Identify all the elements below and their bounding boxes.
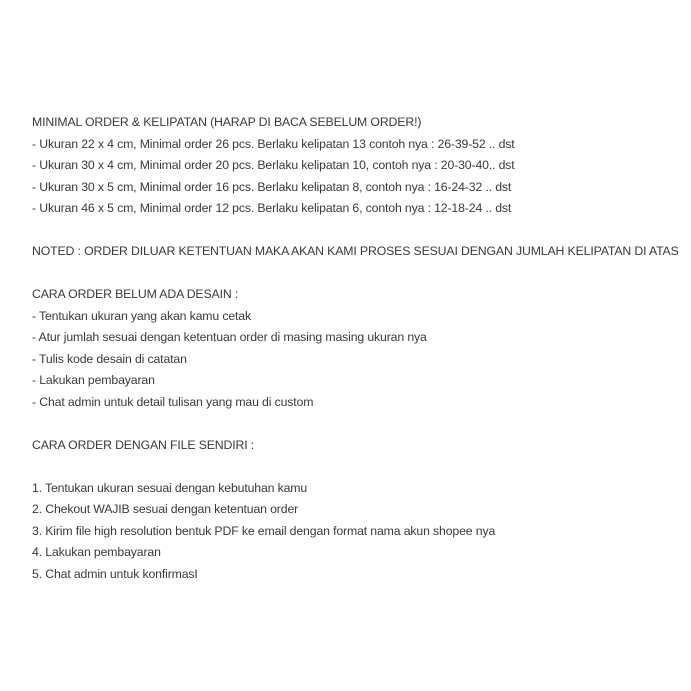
section-title-no-design: CARA ORDER BELUM ADA DESAIN : bbox=[32, 287, 239, 301]
list-item: - Atur jumlah sesuai dengan ketentuan order di masing masing ukuran nya bbox=[32, 330, 427, 344]
document-body bbox=[32, 112, 682, 585]
list-item: - Ukuran 30 x 4 cm, Minimal order 20 pcs. Berlaku kelipatan 10, contoh nya : 20-30-40.. dst bbox=[32, 158, 515, 172]
list-item: - Lakukan pembayaran bbox=[32, 373, 155, 387]
noted-text: NOTED : ORDER DILUAR KETENTUAN MAKA AKAN KAMI PROSES SESUAI DENGAN JUMLAH KELIPATAN DI ATAS bbox=[32, 244, 679, 258]
list-item: - Tentukan ukuran yang akan kamu cetak bbox=[32, 308, 251, 323]
section-title-own-file: CARA ORDER DENGAN FILE SENDIRI : bbox=[32, 437, 255, 452]
spacer bbox=[32, 456, 682, 478]
list-item: 1. Tentukan ukuran sesuai dengan kebutuhan kamu bbox=[32, 480, 308, 495]
list-item: - Ukuran 30 x 5 cm, Minimal order 16 pcs. Berlaku kelipatan 8, contoh nya : 16-24-32 .. dst bbox=[32, 179, 512, 194]
spacer bbox=[32, 263, 682, 285]
list-item: - Ukuran 22 x 4 cm, Minimal order 26 pcs. Berlaku kelipatan 13 contoh nya : 26-39-52 .. dst bbox=[32, 136, 515, 151]
list-item: - Chat admin untuk detail tulisan yang mau di custom bbox=[32, 394, 314, 409]
spacer bbox=[32, 220, 682, 242]
section-title-minimal-order: MINIMAL ORDER & KELIPATAN (HARAP DI BACA SEBELUM ORDER!) bbox=[32, 115, 422, 129]
list-item: - Tulis kode desain di catatan bbox=[32, 351, 187, 366]
spacer bbox=[32, 413, 682, 435]
list-item: 4. Lakukan pembayaran bbox=[32, 545, 161, 559]
list-item: - Ukuran 46 x 5 cm, Minimal order 12 pcs. Berlaku kelipatan 6, contoh nya : 12-18-24 .. dst bbox=[32, 201, 512, 215]
list-item: 2. Chekout WAJIB sesuai dengan ketentuan order bbox=[32, 502, 299, 516]
list-item: 5. Chat admin untuk konfirmasI bbox=[32, 566, 198, 581]
list-item: 3. Kirim file high resolution bentuk PDF ke email dengan format nama akun shopee nya bbox=[32, 523, 496, 538]
